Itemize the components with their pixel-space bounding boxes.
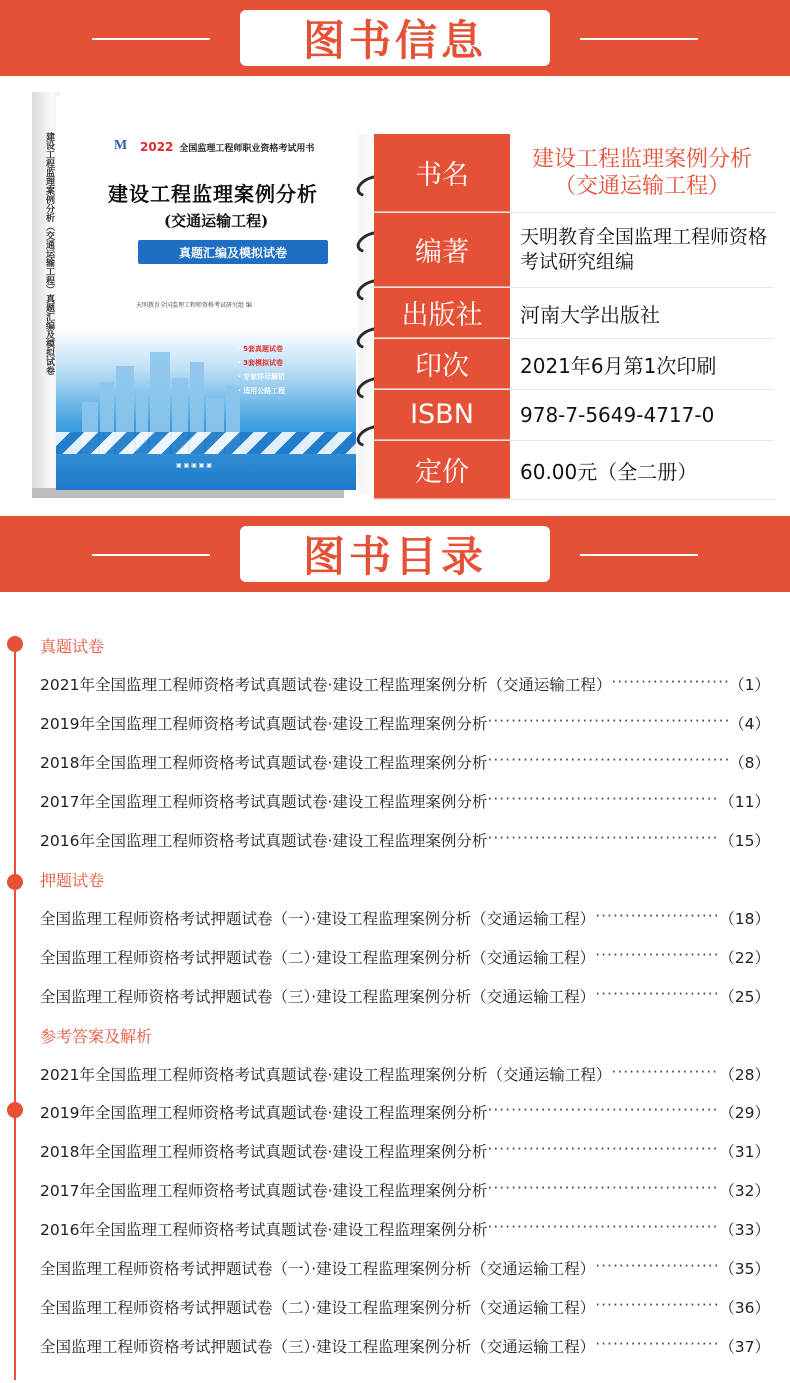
banner-rule-left <box>92 38 210 40</box>
info-row-isbn <box>374 390 774 441</box>
info-key: ISBN <box>374 390 510 440</box>
info-key: 编著 <box>374 213 510 287</box>
toc-item[interactable]: 2021年全国监理工程师资格考试真题试卷·建设工程监理案例分析（交通运输工程） ····· （1） <box>40 673 770 695</box>
info-key: 书名 <box>374 134 510 212</box>
info-row-title <box>374 134 774 213</box>
toc-item[interactable]: 全国监理工程师资格考试押题试卷（二）·建设工程监理案例分析（交通运输工程） ····· （36） <box>40 1296 770 1318</box>
toc-section-title: 真题试卷 <box>40 637 105 656</box>
info-value: 2021年6月第1次印刷 <box>520 353 717 378</box>
book-info-banner <box>0 0 790 76</box>
toc-item[interactable]: 2019年全国监理工程师资格考试真题试卷·建设工程监理案例分析 ····· （4） <box>40 712 770 734</box>
timeline-dot <box>7 874 23 890</box>
cover-subtitle: (交通运输工程) <box>164 212 269 230</box>
toc-item[interactable]: 2017年全国监理工程师资格考试真题试卷·建设工程监理案例分析 ····· （32） <box>40 1179 770 1201</box>
toc-item[interactable]: 全国监理工程师资格考试押题试卷（一）·建设工程监理案例分析（交通运输工程） ····· （18） <box>40 907 770 929</box>
info-row-printing <box>374 339 774 390</box>
toc-section-title: 参考答案及解析 <box>40 1027 153 1046</box>
info-row-price <box>374 441 774 500</box>
cover-features: · 5套真题试卷 · 3套模拟试卷 · 专家详尽解析 · 适用公路工程 <box>238 345 286 395</box>
info-key: 出版社 <box>374 288 510 338</box>
toc-timeline <box>14 640 16 1380</box>
banner-title-box <box>240 10 550 66</box>
toc-section-title: 押题试卷 <box>40 871 105 890</box>
info-key: 定价 <box>374 441 510 499</box>
info-key: 印次 <box>374 339 510 389</box>
timeline-dot <box>7 636 23 652</box>
toc-item[interactable]: 2018年全国监理工程师资格考试真题试卷·建设工程监理案例分析 ····· （8） <box>40 751 770 773</box>
toc-item[interactable]: 2017年全国监理工程师资格考试真题试卷·建设工程监理案例分析 ····· （11） <box>40 790 770 812</box>
toc-item[interactable]: 2021年全国监理工程师资格考试真题试卷·建设工程监理案例分析（交通运输工程） ····· （28） <box>40 1063 770 1085</box>
book-front-cover <box>56 96 356 490</box>
cover-tag: 真题汇编及模拟试卷 <box>138 240 328 264</box>
publisher-logo-icon: M <box>114 138 128 153</box>
info-value: 60.00元（全二册） <box>520 459 698 484</box>
banner-title: 图书目录 <box>302 532 487 581</box>
info-value: 978-7-5649-4717-0 <box>520 403 715 427</box>
info-value: 天明教育全国监理工程师资格 考试研究组编 <box>520 226 768 273</box>
cover-publisher-mark: ▣ ▣ ▣ ▣ ▣ <box>176 462 212 469</box>
banner-title-box <box>240 526 550 582</box>
book-spine: 建设工程监理案例分析（交通运输工程）真题汇编及模拟试卷 <box>32 92 60 488</box>
cover-stripes <box>56 432 356 454</box>
toc-banner <box>0 516 790 592</box>
info-row-publisher <box>374 288 774 339</box>
info-value: 河南大学出版社 <box>520 302 660 327</box>
banner-rule-right <box>580 38 698 40</box>
toc-item[interactable]: 2019年全国监理工程师资格考试真题试卷·建设工程监理案例分析 ····· （29） <box>40 1101 770 1123</box>
toc-item[interactable]: 全国监理工程师资格考试押题试卷（一）·建设工程监理案例分析（交通运输工程） ····· （35） <box>40 1257 770 1279</box>
toc-item[interactable]: 全国监理工程师资格考试押题试卷（二）·建设工程监理案例分析（交通运输工程） ····· （22） <box>40 946 770 968</box>
toc-item[interactable]: 2016年全国监理工程师资格考试真题试卷·建设工程监理案例分析 ····· （15） <box>40 829 770 851</box>
toc-item[interactable]: 全国监理工程师资格考试押题试卷（三）·建设工程监理案例分析（交通运输工程） ····· （37） <box>40 1335 770 1357</box>
toc-item[interactable]: 全国监理工程师资格考试押题试卷（三）·建设工程监理案例分析（交通运输工程） ····· （25） <box>40 985 770 1007</box>
book-cover-image <box>24 92 340 496</box>
toc-item[interactable]: 2016年全国监理工程师资格考试真题试卷·建设工程监理案例分析 ····· （33） <box>40 1218 770 1240</box>
banner-title: 图书信息 <box>302 16 487 65</box>
cover-title: 建设工程监理案例分析 <box>108 182 318 206</box>
banner-rule-left <box>92 554 210 556</box>
toc-item[interactable]: 2018年全国监理工程师资格考试真题试卷·建设工程监理案例分析 ····· （31） <box>40 1140 770 1162</box>
cover-editor: 天明教育全国监理工程师资格考试研究组 编 <box>136 302 252 309</box>
banner-rule-right <box>580 554 698 556</box>
info-value: 建设工程监理案例分析 （交通运输工程） <box>531 147 752 199</box>
book-info-table <box>374 134 774 500</box>
timeline-dot <box>7 1102 23 1118</box>
info-row-author <box>374 213 774 288</box>
cover-series: 2022 全国监理工程师职业资格考试用书 <box>140 140 315 154</box>
